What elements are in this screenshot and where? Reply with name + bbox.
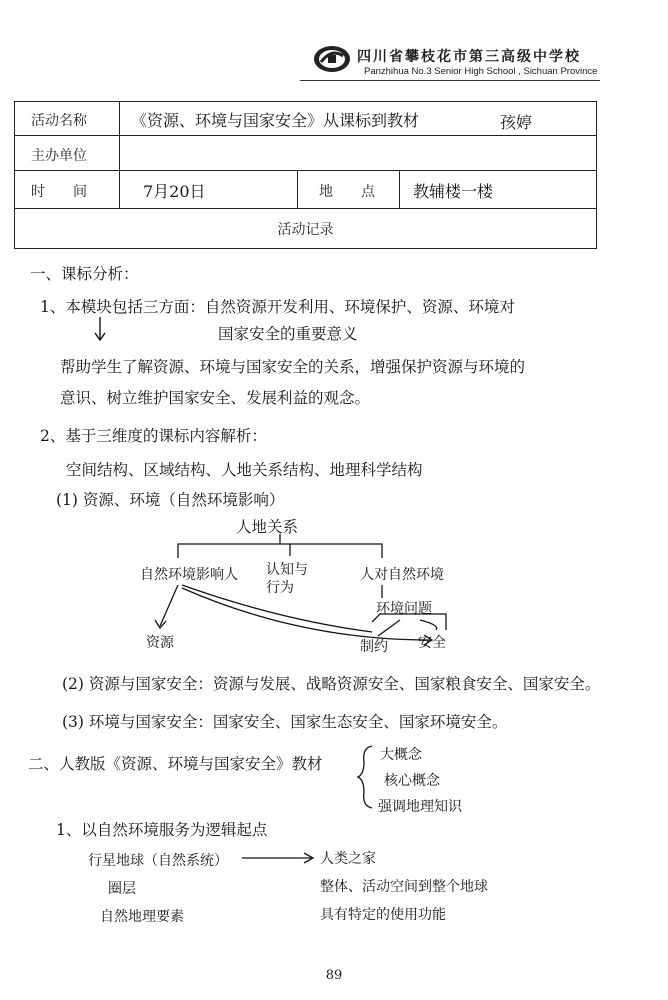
note-line: 1、以自然环境服务为逻辑起点 xyxy=(56,821,268,839)
note-line: 空间结构、区域结构、人地关系结构、地理科学结构 xyxy=(66,461,423,479)
note-line: 帮助学生了解资源、环境与国家安全的关系，增强保护资源与环境的 xyxy=(60,358,526,376)
note-geo-knowledge: 强调地理知识 xyxy=(378,799,462,815)
note-line: 整体、活动空间到整个地球 xyxy=(320,879,488,895)
school-seal-icon xyxy=(312,44,352,74)
diagram-middle-node: 认知与行为 xyxy=(266,562,308,596)
place-value: 教辅楼一楼 xyxy=(413,182,494,201)
activity-name-value: 《资源、环境与国家安全》从课标到教材 xyxy=(131,111,420,130)
place-value-divider xyxy=(399,170,400,208)
note-line: 2、基于三维度的课标内容解析： xyxy=(40,427,267,445)
diagram-top-node: 人地关系 xyxy=(236,518,299,536)
record-label: 活动记录 xyxy=(277,222,334,238)
time-place-divider xyxy=(297,170,298,208)
note-line: 自然地理要素 xyxy=(100,909,184,925)
row-divider xyxy=(15,208,596,209)
diagram-resource-node: 资源 xyxy=(146,635,174,651)
note-section-2-title: 二、人教版《资源、环境与国家安全》教材 xyxy=(28,755,323,773)
note-big-concept: 大概念 xyxy=(380,747,422,763)
page-number: 89 xyxy=(325,968,343,983)
note-line: 行星地球（自然系统） xyxy=(88,853,228,869)
note-line: 意识、树立维护国家安全、发展利益的观念。 xyxy=(60,389,371,407)
note-core-concept: 核心概念 xyxy=(384,773,440,789)
time-label: 时 间 xyxy=(31,184,87,200)
place-label: 地 点 xyxy=(319,184,375,200)
down-arrow-icon xyxy=(92,315,108,343)
note-line: 具有特定的使用功能 xyxy=(320,907,446,923)
school-name-cn: 四川省攀枝花市第三高级中学校 xyxy=(357,49,581,65)
row-divider xyxy=(15,135,596,136)
diagram-safety-node: 安全 xyxy=(418,635,446,651)
presenter-name: 孩婷 xyxy=(500,113,533,132)
note-line: 国家安全的重要意义 xyxy=(218,325,358,343)
note-line: (1) 资源、环境（自然环境影响） xyxy=(56,491,285,509)
label-column-divider xyxy=(119,102,120,208)
school-name-en: Panzhihua No.3 Senior High School , Sichuan Province xyxy=(364,66,598,77)
time-value: 7月20日 xyxy=(143,182,206,201)
diagram-env-problem-node: 环境问题 xyxy=(376,601,432,617)
right-arrow-icon xyxy=(240,852,316,864)
diagram-right-node: 人对自然环境 xyxy=(360,567,444,583)
brace-icon xyxy=(356,744,378,810)
host-label: 主办单位 xyxy=(31,148,87,164)
diagram-left-node: 自然环境影响人 xyxy=(140,567,238,583)
row-divider xyxy=(15,170,596,171)
diagram-restrict-node: 制约 xyxy=(360,639,388,655)
note-line: (3) 环境与国家安全：国家安全、国家生态安全、国家环境安全。 xyxy=(62,713,508,731)
note-line: 人类之家 xyxy=(320,851,376,867)
note-line: 1、本模块包括三方面：自然资源开发利用、环境保护、资源、环境对 xyxy=(40,298,515,316)
note-line: (2) 资源与国家安全：资源与发展、战略资源安全、国家粮食安全、国家安全。 xyxy=(62,675,601,693)
activity-name-label: 活动名称 xyxy=(31,113,87,129)
note-section-1-title: 一、课标分析： xyxy=(30,265,139,283)
note-line: 圈层 xyxy=(108,881,136,897)
activity-form xyxy=(14,101,597,249)
header-divider xyxy=(300,80,600,81)
